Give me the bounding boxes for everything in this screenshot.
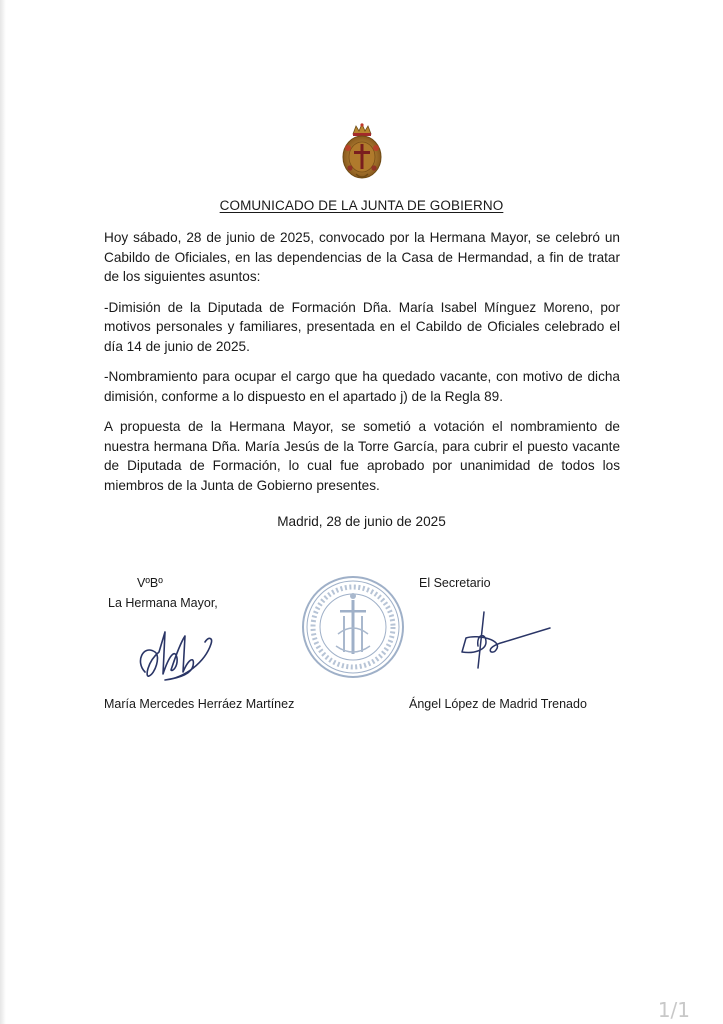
crest-icon — [336, 122, 388, 180]
document-title: COMUNICADO DE LA JUNTA DE GOBIERNO — [219, 198, 504, 213]
page-indicator: 1/1 — [657, 998, 690, 1022]
right-signer-name: Ángel López de Madrid Trenado — [409, 697, 587, 711]
place-date: Madrid, 28 de junio de 2025 — [277, 514, 446, 529]
seal-stamp — [300, 574, 406, 680]
right-signer-role: El Secretario — [419, 576, 491, 590]
paragraph-dimision: -Dimisión de la Diputada de Formación Dña. María Isabel Mínguez Moreno, por motivos personales y familiares, presentada en el Cabildo de Oficiales celebrado el día 14 de junio de 2025. — [104, 299, 620, 354]
page-edge — [0, 0, 6, 1024]
document-body — [104, 228, 620, 506]
paragraph-intro: Hoy sábado, 28 de junio de 2025, convocado por la Hermana Mayor, se celebró un Cabildo de Oficiales, en las dependencias de la Casa de Hermandad, a fin de tratar de los siguientes asuntos: — [104, 230, 620, 284]
signature-right — [448, 608, 552, 672]
signature-left — [125, 622, 217, 684]
paragraph-nombramiento: -Nombramiento para ocupar el cargo que ha quedado vacante, con motivo de dicha dimisión, conforme a lo dispuesto en el apartado j) de la Regla 89. — [104, 369, 620, 404]
left-signer-role: La Hermana Mayor, — [108, 596, 218, 610]
paragraph-votacion: A propuesta de la Hermana Mayor, se sometió a votación el nombramiento de nuestra hermana Dña. María Jesús de la Torre García, para cubrir el puesto vacante de Diputada de Formación, lo cual fue aprobado por unanimidad de todos los miembros de la Junta de Gobierno presentes. — [104, 419, 620, 493]
approval-mark: VºBº — [137, 576, 163, 590]
left-signer-name: María Mercedes Herráez Martínez — [104, 697, 295, 711]
